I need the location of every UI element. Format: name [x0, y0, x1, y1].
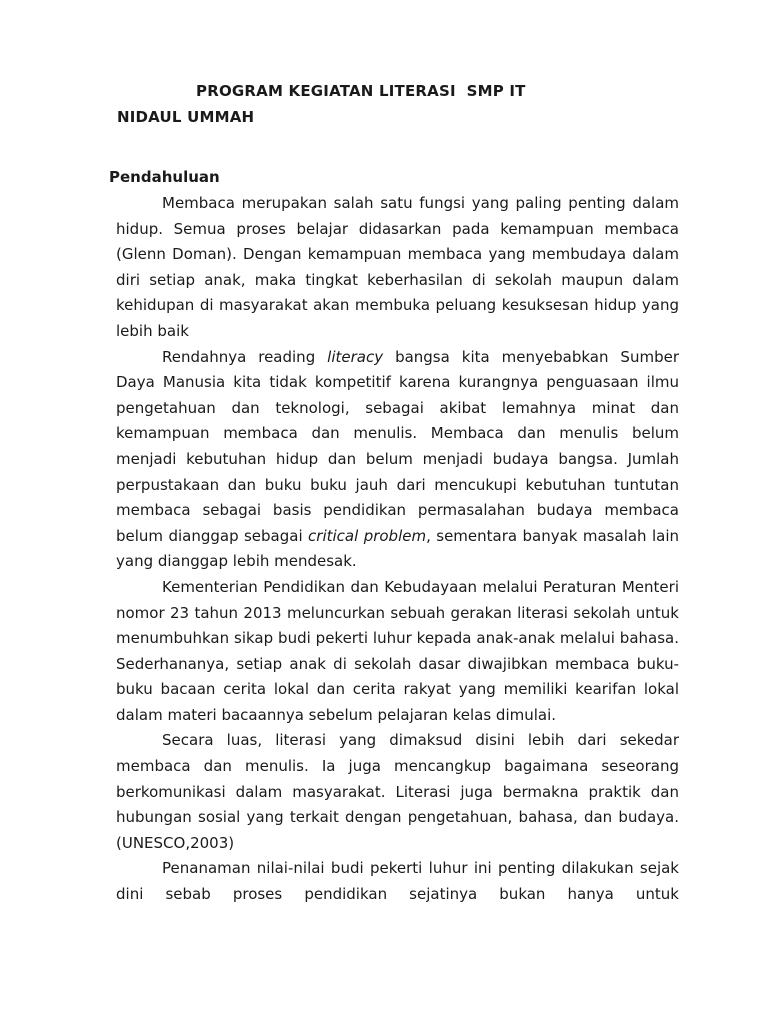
paragraph-3: Kementerian Pendidikan dan Kebudayaan melalui Peraturan Menteri nomor 23 tahun 2013 meluncurkan sebuah gerakan literasi sekolah untuk menumbuhkan sikap budi pekerti luhur kepada anak-anak melalui bahasa. Sederhananya, setiap anak di sekolah dasar diwajibkan membaca buku-buku bacaan cerita lokal dan cerita rakyat yang memiliki kearifan lokal dalam materi bacaannya sebelum pelajaran kelas dimulai.: [116, 577, 679, 724]
document-body: [116, 191, 679, 908]
paragraph-2: [116, 345, 679, 575]
document-subtitle: NIDAUL UMMAH: [117, 108, 255, 126]
paragraph-2-italic-critical-problem: critical problem: [308, 526, 427, 545]
document-title: PROGRAM KEGIATAN LITERASI SMP IT: [196, 82, 526, 100]
section-heading: Pendahuluan: [109, 168, 220, 186]
paragraph-2-part1: Rendahnya reading: [162, 347, 328, 366]
paragraph-1: Membaca merupakan salah satu fungsi yang paling penting dalam hidup. Semua proses belajar didasarkan pada kemampuan membaca (Glenn Doman). Dengan kemampuan membaca yang membudaya dalam diri setiap anak, maka tingkat keberhasilan di sekolah maupun dalam kehidupan di masyarakat akan membuka peluang kesuksesan hidup yang lebih baik: [116, 194, 679, 340]
paragraph-4: Secara luas, literasi yang dimaksud disini lebih dari sekedar membaca dan menulis. Ia juga mencangkup bagaimana seseorang berkomunikasi dalam masyarakat. Literasi juga bermakna praktik dan hubungan sosial yang terkait dengan pengetahuan, bahasa, dan budaya.(UNESCO,2003): [116, 731, 679, 852]
paragraph-2-part2: bangsa kita menyebabkan Sumber Daya Manusia kita tidak kompetitif karena kurangnya penguasaan ilmu pengetahuan dan teknologi, sebagai akibat lemahnya minat dan kemampuan membaca dan menulis. Membaca dan menulis belum menjadi kebutuhan hidup dan belum menjadi budaya bangsa. Jumlah perpustakaan dan buku buku jauh dari mencukupi kebutuhan tuntutan membaca sebagai basis pendidikan permasalahan budaya membaca belum dianggap sebagai: [116, 347, 679, 545]
paragraph-2-italic-literacy: literacy: [327, 347, 384, 366]
paragraph-5: Penanaman nilai-nilai budi pekerti luhur ini penting dilakukan sejak dini sebab proses pendidikan sejatinya bukan hanya untuk: [116, 859, 679, 904]
paragraph-2-part3: , sementara banyak masalah lain yang dianggap lebih mendesak.: [116, 526, 679, 571]
